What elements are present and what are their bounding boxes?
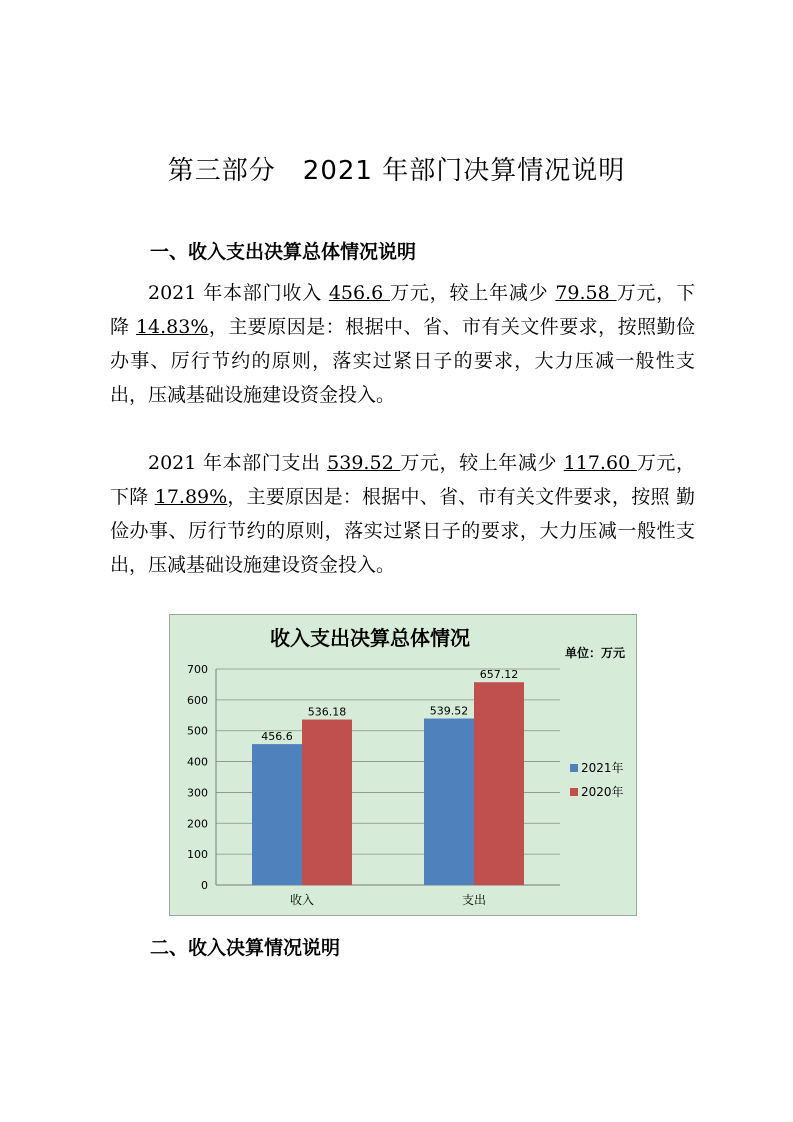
y-tick-label: 600 bbox=[187, 693, 208, 707]
income-text-1: 2021 年本部门收入 bbox=[148, 282, 329, 304]
bar-value-label: 657.12 bbox=[479, 668, 519, 682]
x-tick-label: 收入 bbox=[289, 893, 315, 907]
income-text-4: ，主要原因是：根据中、省、市有关文件要求，按照勤俭办事、厉行节约的原则，落实过紧日子的要求，大力压减一般性支出，压减基础设施建设资金投入。 bbox=[110, 316, 695, 406]
y-tick-label: 0 bbox=[201, 879, 208, 892]
y-tick-label: 300 bbox=[187, 786, 208, 800]
y-tick-label: 500 bbox=[187, 724, 208, 738]
y-tick-label: 100 bbox=[187, 848, 208, 862]
income-decrease-percent: 14.83% bbox=[135, 316, 209, 338]
expense-value: 539.52 bbox=[327, 452, 401, 474]
chart-unit-label: 单位：万元 bbox=[564, 646, 625, 660]
bar-value-label: 539.52 bbox=[429, 704, 469, 718]
income-value: 456.6 bbox=[328, 282, 391, 304]
y-tick-label: 200 bbox=[187, 817, 208, 831]
income-text-3: 万元，下降 bbox=[110, 282, 695, 338]
expense-text-1: 2021 年本部门支出 bbox=[148, 452, 328, 474]
bar-value-label: 456.6 bbox=[261, 730, 293, 744]
income-decrease-value: 79.58 bbox=[555, 282, 617, 304]
expense-decrease-percent: 17.89% bbox=[154, 486, 228, 508]
legend-label: 2021年 bbox=[581, 761, 624, 775]
bar bbox=[424, 719, 474, 885]
chart-bars bbox=[252, 682, 524, 885]
chart-title: 收入支出决算总体情况 bbox=[270, 626, 470, 650]
legend-swatch bbox=[570, 788, 578, 796]
legend-swatch bbox=[570, 764, 578, 772]
expense-text-4: ，主要原因是：根据中、省、市有关文件要求，按照 勤俭办事、厉行节约的原则，落实过紧日子的要求，大力压减一般性支出，压减基础设施建设资金投入。 bbox=[110, 486, 695, 576]
bar bbox=[252, 744, 302, 885]
page-title: 第三部分 2021 年部门决算情况说明 bbox=[167, 156, 626, 186]
income-text-2: 万元，较上年减少 bbox=[390, 282, 556, 304]
bar-chart bbox=[169, 614, 637, 916]
bar-value-label: 536.18 bbox=[307, 705, 347, 719]
chart-canvas bbox=[170, 615, 636, 915]
expense-paragraph bbox=[110, 446, 695, 582]
chart-legend bbox=[570, 760, 624, 799]
bar bbox=[474, 682, 524, 885]
y-tick-label: 400 bbox=[187, 755, 208, 769]
bar bbox=[302, 720, 352, 885]
section-heading-2: 二、收入决算情况说明 bbox=[150, 937, 341, 959]
legend-label: 2020年 bbox=[581, 785, 624, 799]
y-tick-label: 700 bbox=[187, 663, 208, 676]
section-heading-1: 一、收入支出决算总体情况说明 bbox=[150, 241, 417, 263]
expense-decrease-value: 117.60 bbox=[563, 452, 637, 474]
expense-text-2: 万元，较上年减少 bbox=[400, 452, 564, 474]
income-paragraph bbox=[110, 276, 695, 412]
expense-text-3: 万元，下降 bbox=[110, 452, 695, 508]
x-tick-label: 支出 bbox=[461, 893, 487, 907]
